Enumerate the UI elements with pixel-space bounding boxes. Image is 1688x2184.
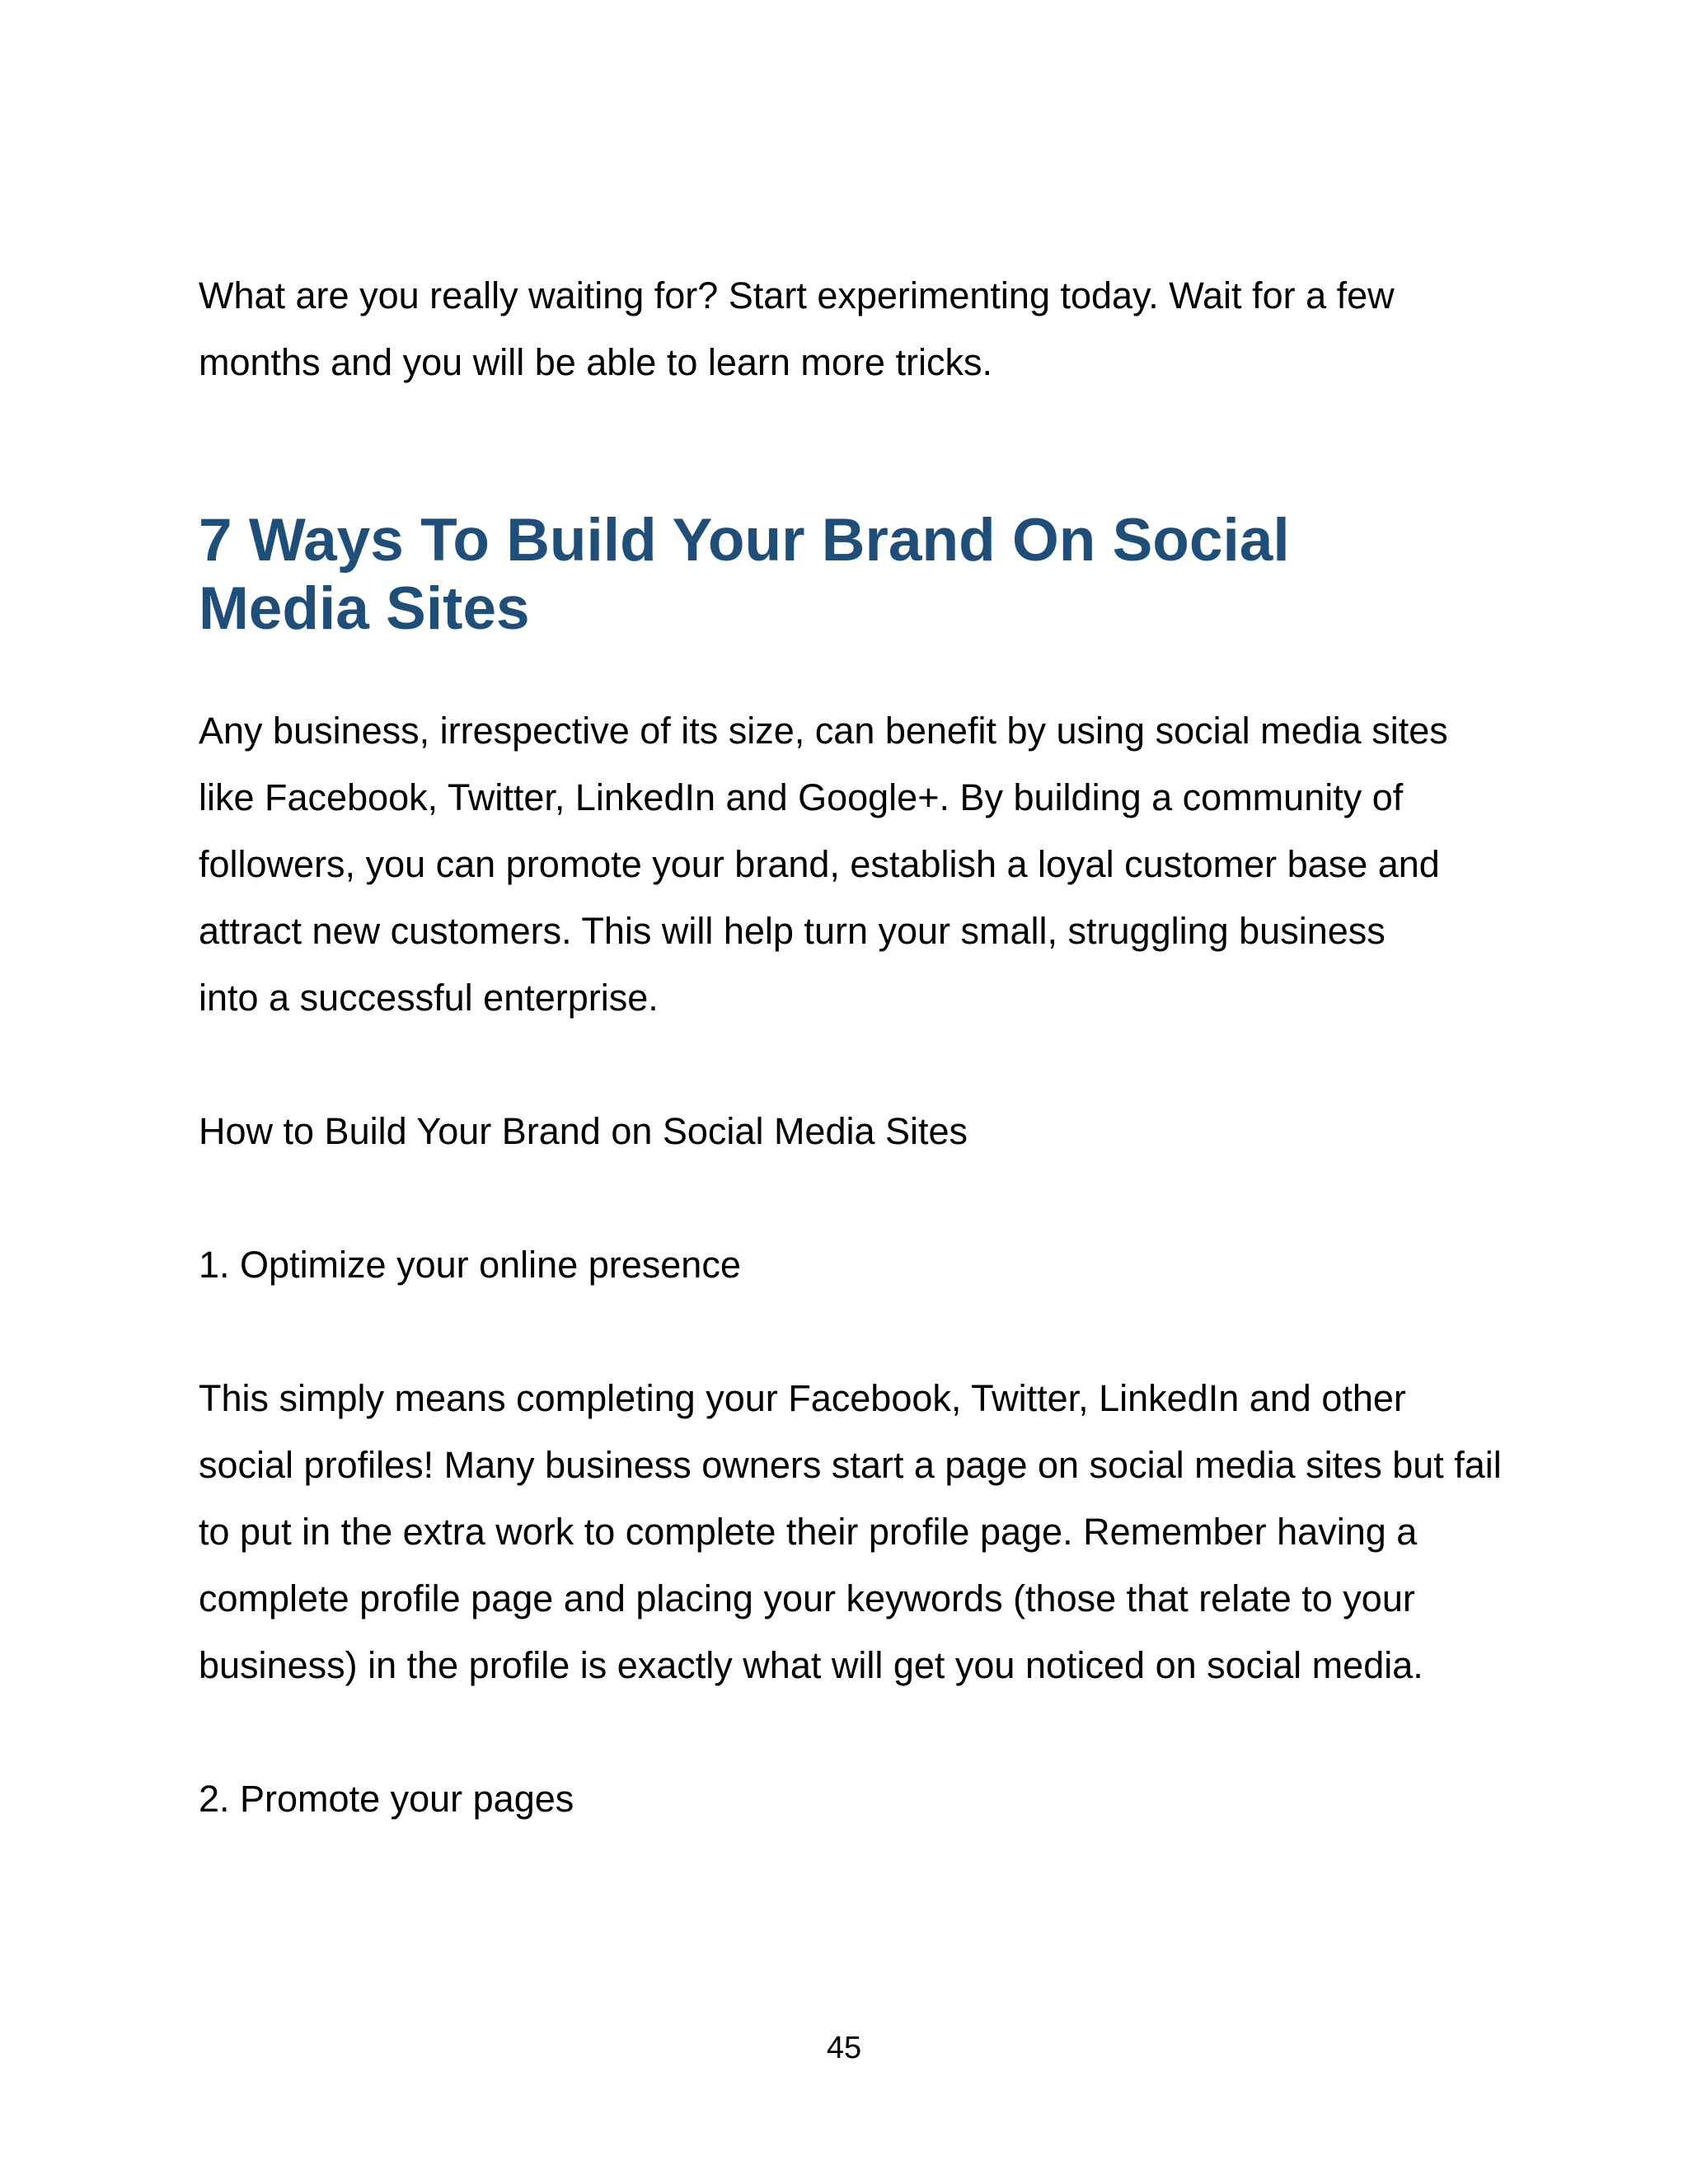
list-item-1-body: This simply means completing your Facebook, Twitter, LinkedIn and other social profiles! Many business owners start a page on social media sites but fail to put in the extra work to complete their profile page. Remember having a complete profile page and placing your keywords (those that relate to your business) in the profile is exactly what will get you noticed on social media. [199,1377,1502,1686]
spacer [199,1165,1517,1231]
list-item-2-title: 2. Promote your pages [199,1778,574,1820]
spacer [199,396,1517,506]
spacer [199,1298,1517,1365]
spacer [199,643,1517,697]
body-paragraph-1: Any business, irrespective of its size, can benefit by using social media sites like Facebook, Twitter, LinkedIn and Google+. By building a community of followers, you can promote your brand, establish a loyal customer base and attract new customers. This will help turn your small, struggling business into a successful enterprise. [199,710,1448,1019]
subheading: How to Build Your Brand on Social Media Sites [199,1110,968,1152]
section-heading [199,506,1517,643]
list-item-1-title: 1. Optimize your online presence [199,1244,741,1286]
spacer [199,1699,1517,1765]
section-heading-line-1: 7 Ways To Build Your Brand On Social [199,507,1290,574]
section-heading-line-2: Media Sites [199,575,530,642]
page-number: 45 [826,2031,862,2065]
intro-paragraph: What are you really waiting for? Start experimenting today. Wait for a few months and you will be able to learn more tricks. [199,274,1395,383]
spacer [199,1031,1517,1098]
page-content [199,262,1517,1832]
